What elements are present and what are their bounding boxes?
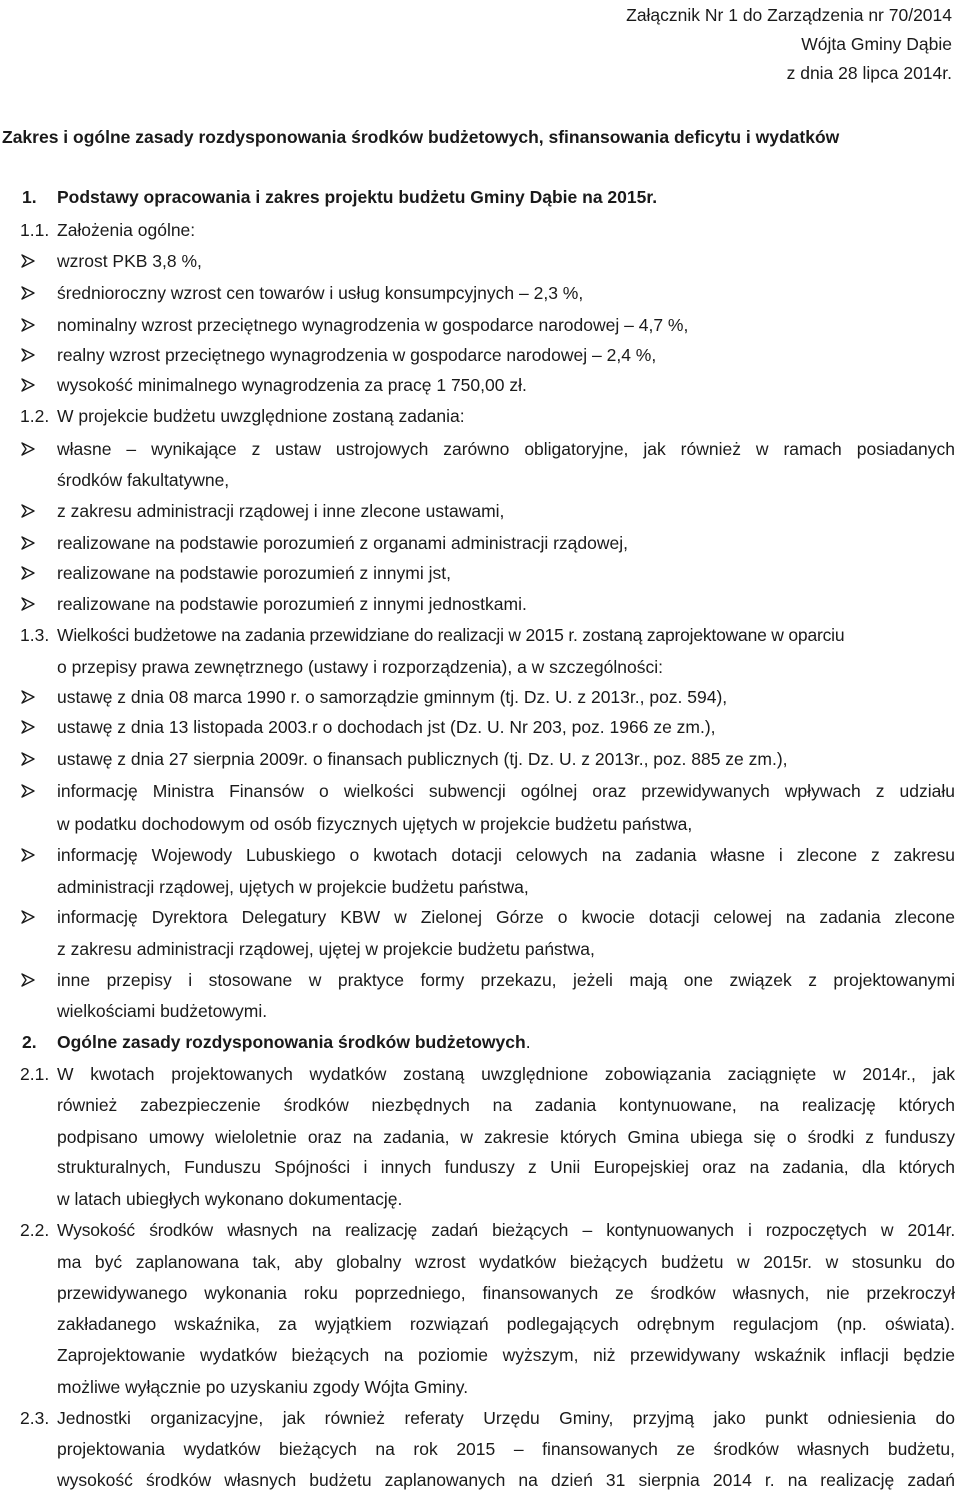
list-item: realizowane na podstawie porozumień z organami administracji rządowej, xyxy=(57,533,628,553)
paragraph-line: Zaprojektowanie wydatków bieżących na poziomie wyższym, niż przewidywany wskaźnik inflacji będzie xyxy=(57,1345,955,1365)
arrow-bullet-icon xyxy=(20,441,36,457)
section-2-heading-period: . xyxy=(525,1032,531,1052)
arrow-bullet-icon xyxy=(20,565,36,581)
list-item: realny wzrost przeciętnego wynagrodzenia w gospodarce narodowej – 2,4 %, xyxy=(57,345,657,365)
section-1-heading: Podstawy opracowania i zakres projektu budżetu Gminy Dąbie na 2015r. xyxy=(57,187,658,207)
paragraph-line: podpisano umowy wieloletnie oraz na zadania, w zakresie których Gmina ubiega się o środki z funduszy xyxy=(57,1127,955,1147)
arrow-bullet-icon xyxy=(20,719,36,735)
arrow-bullet-icon xyxy=(20,847,36,863)
paragraph-line: wysokość środków własnych budżetu zaplanowanych na dzień 31 sierpnia 2014 r. na realizację zadań xyxy=(57,1470,955,1490)
section-1-number: 1. xyxy=(22,187,37,207)
paragraph-line: przewidywanego wykonania roku poprzedniego, finansowanych ze środków własnych, nie przekroczył xyxy=(57,1283,955,1303)
paragraph-line: projektowania wydatków bieżących na rok 2015 – finansowanych ze środków własnych budżetu, xyxy=(57,1439,955,1459)
list-item: informację Dyrektora Delegatury KBW w Zielonej Górze o kwocie dotacji celowej na zadania zlecone xyxy=(57,907,955,927)
list-item: inne przepisy i stosowane w praktyce formy przekazu, jeżeli mają one związek z projektowanymi xyxy=(57,970,955,990)
paragraph-line: ma być zaplanowana tak, aby globalny wzrost wydatków bieżących budżetu w 2015r. w stosunku do xyxy=(57,1252,955,1272)
list-item: ustawę z dnia 27 sierpnia 2009r. o finansach publicznych (tj. Dz. U. z 2013r., poz. 885 ze zm.), xyxy=(57,749,788,769)
subsection-1-3-number: 1.3. xyxy=(20,625,50,645)
paragraph-line: Jednostki organizacyjne, jak również referaty Urzędu Gminy, przyjmą jako punkt odniesienia do xyxy=(57,1408,955,1428)
list-item: nominalny wzrost przeciętnego wynagrodzenia w gospodarce narodowej – 4,7 %, xyxy=(57,315,689,335)
arrow-bullet-icon xyxy=(20,377,36,393)
arrow-bullet-icon xyxy=(20,253,36,269)
arrow-bullet-icon xyxy=(20,783,36,799)
subsection-1-3-text-line-2: o przepisy prawa zewnętrznego (ustawy i rozporządzenia), a w szczególności: xyxy=(57,657,663,677)
list-item: wysokość minimalnego wynagrodzenia za pracę 1 750,00 zł. xyxy=(57,375,527,395)
list-item: informację Ministra Finansów o wielkości subwencji ogólnej oraz przewidywanych wpływach z udziału xyxy=(57,781,955,801)
document-title: Zakres i ogólne zasady rozdysponowania środków budżetowych, sfinansowania deficytu i wydatków xyxy=(2,127,840,147)
list-item: własne – wynikające z ustaw ustrojowych zarówno obligatoryjne, jak również w ramach posiadanych xyxy=(57,439,955,459)
subsection-1-3-text-line-1: Wielkości budżetowe na zadania przewidziane do realizacji w 2015 r. zostaną zaprojektowane w oparciu xyxy=(57,625,845,645)
paragraph-line: w latach ubiegłych wykonano dokumentację. xyxy=(57,1189,403,1209)
arrow-bullet-icon xyxy=(20,285,36,301)
paragraph-line: W kwotach projektowanych wydatków zostaną uwzględnione zobowiązania zaciągnięte w 2014r., jak xyxy=(57,1064,955,1084)
paragraph-line: Wysokość środków własnych na realizację zadań bieżących – kontynuowanych i rozpoczętych w 2014r. xyxy=(57,1220,955,1240)
arrow-bullet-icon xyxy=(20,535,36,551)
list-item: informację Wojewody Lubuskiego o kwotach dotacji celowych na zadania własne i zlecone z zakresu xyxy=(57,845,955,865)
paragraph-line: również zabezpieczenie środków niezbędnych na zadania kontynuowane, na realizację których xyxy=(57,1095,955,1115)
list-item: średnioroczny wzrost cen towarów i usług konsumpcyjnych – 2,3 %, xyxy=(57,283,584,303)
subsection-2-1-number: 2.1. xyxy=(20,1064,50,1084)
arrow-bullet-icon xyxy=(20,596,36,612)
list-item: realizowane na podstawie porozumień z innymi jst, xyxy=(57,563,451,583)
list-item-continuation: administracji rządowej, ujętych w projekcie budżetu państwa, xyxy=(57,877,529,897)
section-2-heading: Ogólne zasady rozdysponowania środków budżetowych xyxy=(57,1032,526,1052)
list-item: ustawę z dnia 08 marca 1990 r. o samorządzie gminnym (tj. Dz. U. z 2013r., poz. 594), xyxy=(57,687,728,707)
paragraph-line: strukturalnych, Funduszu Spójności i innych funduszy z Unii Europejskiej oraz na zadania, dla których xyxy=(57,1157,955,1177)
arrow-bullet-icon xyxy=(20,909,36,925)
arrow-bullet-icon xyxy=(20,972,36,988)
paragraph-line: możliwe wyłącznie po uzyskaniu zgody Wójta Gminy. xyxy=(57,1377,469,1397)
subsection-2-3-number: 2.3. xyxy=(20,1408,50,1428)
subsection-1-1-number: 1.1. xyxy=(20,220,50,240)
section-2-number: 2. xyxy=(22,1032,37,1052)
paragraph-line: zakładanego wskaźnika, za wyjątkiem rozwiązań podlegających odrębnym regulacjom (np. oświata). xyxy=(57,1314,955,1334)
section-2-heading-line xyxy=(57,1031,531,1053)
arrow-bullet-icon xyxy=(20,347,36,363)
list-item: realizowane na podstawie porozumień z innymi jednostkami. xyxy=(57,594,527,614)
arrow-bullet-icon xyxy=(20,689,36,705)
arrow-bullet-icon xyxy=(20,317,36,333)
annex-header-line-1: Załącznik Nr 1 do Zarządzenia nr 70/2014 xyxy=(626,5,952,25)
list-item: ustawę z dnia 13 listopada 2003.r o dochodach jst (Dz. U. Nr 203, poz. 1966 ze zm.), xyxy=(57,717,716,737)
arrow-bullet-icon xyxy=(20,503,36,519)
list-item-continuation: z zakresu administracji rządowej, ujętej w projekcie budżetu państwa, xyxy=(57,939,595,959)
list-item-continuation: środków fakultatywne, xyxy=(57,470,230,490)
subsection-1-2-heading: W projekcie budżetu uwzględnione zostaną zadania: xyxy=(57,406,465,426)
annex-header-line-2: Wójta Gminy Dąbie xyxy=(801,34,952,54)
list-item-continuation: wielkościami budżetowymi. xyxy=(57,1001,268,1021)
subsection-2-2-number: 2.2. xyxy=(20,1220,50,1240)
list-item: wzrost PKB 3,8 %, xyxy=(57,251,202,271)
subsection-1-1-heading: Założenia ogólne: xyxy=(57,220,196,240)
annex-header-line-3: z dnia 28 lipca 2014r. xyxy=(786,63,952,83)
list-item-continuation: w podatku dochodowym od osób fizycznych ujętych w projekcie budżetu państwa, xyxy=(57,814,693,834)
subsection-1-2-number: 1.2. xyxy=(20,406,50,426)
list-item: z zakresu administracji rządowej i inne zlecone ustawami, xyxy=(57,501,505,521)
arrow-bullet-icon xyxy=(20,751,36,767)
